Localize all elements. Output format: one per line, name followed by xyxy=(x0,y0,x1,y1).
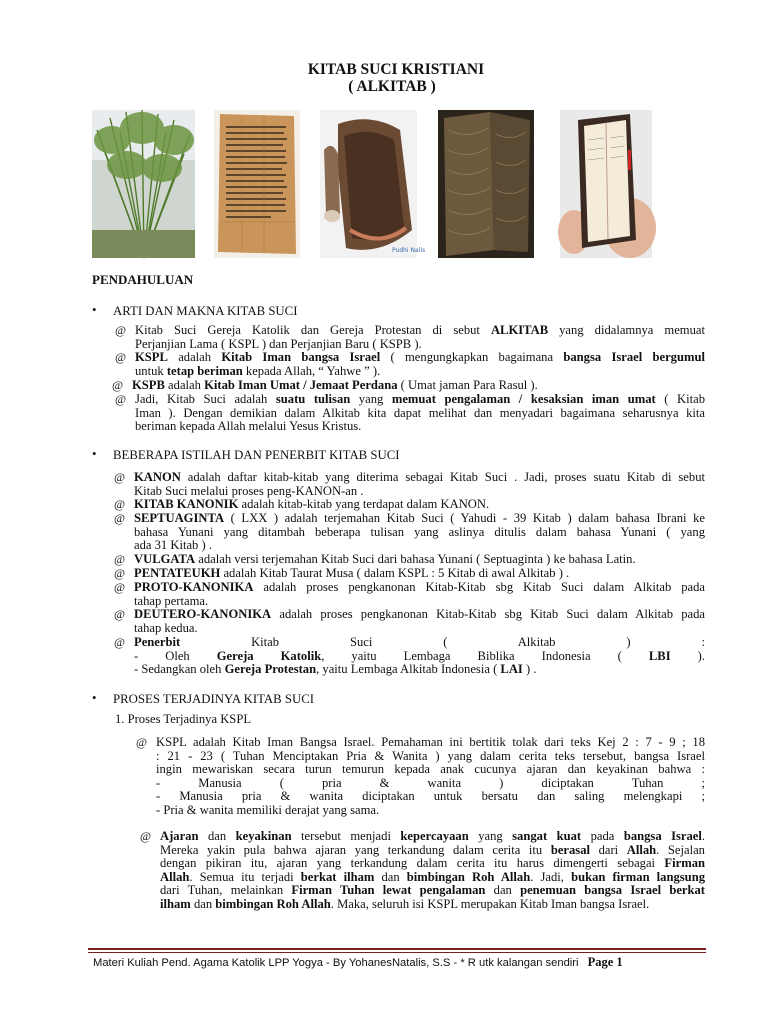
text-line xyxy=(156,750,705,764)
bold-run: sangat kuat xyxy=(512,829,582,843)
text-line xyxy=(156,790,705,804)
text-run: ( LXX ) adalah terjemahan Kitab Suci ( Yahudi - 39 Kitab ) dalam bahasa Ibrani ke xyxy=(224,511,705,525)
text-line xyxy=(134,553,705,567)
istilah-proto-kanonika xyxy=(114,580,705,608)
text-line xyxy=(156,763,705,777)
text-line xyxy=(160,898,705,912)
text-line xyxy=(134,567,705,581)
bold-run: suatu tulisan xyxy=(275,392,351,406)
bold-run: ALKITAB xyxy=(490,323,549,337)
bold-run: kepercayaan xyxy=(400,829,469,843)
text-line xyxy=(156,804,705,818)
bold-run: Gereja Protestan xyxy=(224,662,317,677)
text-run: adalah kitab-kitab yang terdapat dalam KANON. xyxy=(238,497,490,511)
at-marker-icon: @ xyxy=(136,735,148,749)
text-line xyxy=(135,365,705,379)
document-subtitle: ( ALKITAB ) xyxy=(348,78,436,95)
text-line xyxy=(132,379,705,393)
text-line xyxy=(135,420,705,434)
text-run: beriman kepada Allah melalui Yesus Kristus. xyxy=(135,419,362,434)
arti-paragraph-4 xyxy=(115,392,706,434)
at-marker-icon: @ xyxy=(140,829,152,843)
text-line xyxy=(135,393,705,407)
bold-run: KITAB KANONIK xyxy=(134,497,239,511)
text-line xyxy=(134,539,705,553)
text-line xyxy=(160,871,705,885)
document-title: KITAB SUCI KRISTIANI xyxy=(307,61,485,78)
istilah-penerbit xyxy=(114,635,705,677)
text-run: adalah proses pengkanonan Kitab-Kitab sbg Kitab Suci dalam Alkitab pada xyxy=(271,607,705,621)
text-run: dan xyxy=(485,883,521,898)
footer-rule-thin xyxy=(88,952,706,953)
section-heading-pendahuluan: PENDAHULUAN xyxy=(92,272,194,287)
text-run: ( Kitab xyxy=(655,392,706,406)
text-run: , yaitu Lembaga Biblika Indonesia ( xyxy=(321,648,649,663)
text-line xyxy=(156,777,705,791)
bible-in-hands-photo xyxy=(560,110,652,258)
text-run: - Sedangkan oleh xyxy=(134,662,225,677)
text-run: yang didalamnya memuat xyxy=(548,323,705,337)
bold-run: penemuan bangsa Israel berkat xyxy=(520,883,706,898)
bold-run: bukan firman langsung xyxy=(571,869,705,884)
text-run: , yaitu Lembaga Alkitab Indonesia ( xyxy=(316,662,501,677)
text-line xyxy=(135,324,705,338)
text-run: Iman ). Dengan demikian dalam Alkitab kita dapat melihat dan menyadari bagaimana seharusnya kita xyxy=(135,405,705,420)
at-marker-icon: @ xyxy=(114,552,126,566)
text-line xyxy=(135,407,705,421)
bold-run: ilham xyxy=(160,896,191,911)
at-marker-icon: @ xyxy=(114,497,126,511)
text-run: - Oleh xyxy=(134,648,217,663)
istilah-kanon xyxy=(114,470,705,498)
text-run: - Pria & wanita memiliki derajat yang sama. xyxy=(156,802,380,817)
text-line xyxy=(160,857,705,871)
text-line xyxy=(134,663,705,677)
text-run: Kitab Suci Gereja Katolik dan Gereja Protestan di sebut xyxy=(135,323,491,337)
text-run: adalah xyxy=(167,350,222,364)
bold-run: PENTATEUKH xyxy=(134,566,221,580)
bold-run: Penerbit xyxy=(134,635,181,649)
text-run: adalah versi terjemahan Kitab Suci dari bahasa Yunani ( Septuaginta ) ke bahasa Latin. xyxy=(195,552,636,566)
kspl-paragraph-1 xyxy=(136,735,705,818)
bold-run: Allah xyxy=(626,842,657,857)
bold-run: Kitab Iman bangsa Israel xyxy=(221,350,381,364)
text-run: ). xyxy=(670,648,705,663)
bullet-dot-icon: • xyxy=(92,691,97,705)
text-run: adalah proses pengkanonan Kitab-Kitab sbg Kitab Suci dalam Alkitab pada xyxy=(253,580,705,594)
text-run: untuk xyxy=(135,363,167,378)
at-marker-icon: @ xyxy=(114,607,126,621)
footer-text: Materi Kuliah Pend. Agama Katolik LPP Yogya - By YohanesNatalis, S.S - * R utk kalangan sendiri xyxy=(93,957,579,969)
text-run: bahasa Yunani yang ditambah beberapa tulisan yang aslinya ditulis dalam bahasa Yunani ( yang xyxy=(134,524,705,539)
text-run: . Semua itu terjadi xyxy=(189,869,301,884)
text-line xyxy=(134,650,705,664)
text-run: tersebut menjadi xyxy=(291,829,401,843)
text-run: - Manusia pria & wanita diciptakan untuk bersatu dan saling melengkapi ; xyxy=(156,789,705,804)
text-run: - Manusia ( pria & wanita ) diciptakan Tuhan ; xyxy=(156,775,705,790)
text-line xyxy=(134,581,705,595)
bold-run: berasal xyxy=(550,842,590,857)
kspl-paragraph-2 xyxy=(140,829,706,912)
istilah-septuaginta xyxy=(114,511,705,553)
istilah-pentateukh xyxy=(114,566,705,581)
text-run: tahap pertama. xyxy=(134,593,209,608)
bold-run: tetap beriman xyxy=(166,363,243,378)
bold-run: Ajaran xyxy=(160,829,199,843)
bold-run: memuat pengalaman / kesaksian iman umat xyxy=(391,392,656,406)
text-line xyxy=(134,512,705,526)
at-marker-icon: @ xyxy=(114,566,126,580)
text-line xyxy=(160,884,705,898)
bold-run: LAI xyxy=(500,662,523,677)
bold-run: Gereja Katolik xyxy=(216,648,322,663)
text-run: ( mengungkapkan bagaimana xyxy=(380,350,564,364)
text-run: dari Tuhan, melainkan xyxy=(160,883,292,898)
bold-run: KSPB xyxy=(132,378,165,392)
bold-run: bangsa Israel bergumul xyxy=(563,350,705,364)
bold-run: berkat ilham xyxy=(300,869,375,884)
text-run: . Sejalan xyxy=(656,842,705,857)
text-run: ( Umat jaman Para Rasul ). xyxy=(397,378,538,392)
text-run: adalah xyxy=(164,378,205,392)
footer-rule xyxy=(88,948,706,950)
text-run: dan xyxy=(198,829,236,843)
text-run: . Jadi, xyxy=(530,869,572,884)
arti-paragraph-3 xyxy=(112,378,705,393)
papyrus-plant-photo xyxy=(92,110,195,258)
at-marker-icon: @ xyxy=(115,323,127,337)
text-line xyxy=(134,526,705,540)
istilah-kitab-kanonik xyxy=(114,497,705,512)
bullet-dot-icon: • xyxy=(92,303,97,317)
text-run: ingin mewariskan secara turun temurun kepada anak cucunya ajaran dan keyakinan bahwa : xyxy=(156,762,705,777)
bold-run: Firman Tuhan lewat pengalaman xyxy=(291,883,486,898)
text-line xyxy=(134,636,705,650)
bold-run: KSPL xyxy=(135,350,168,364)
bold-run: keyakinan xyxy=(235,829,292,843)
text-run: pada xyxy=(581,829,624,843)
text-line xyxy=(134,608,705,622)
text-run: tahap kedua. xyxy=(134,620,198,635)
text-run: dan xyxy=(374,869,407,884)
istilah-deutero-kanonika xyxy=(114,607,705,635)
arti-paragraph-2 xyxy=(115,350,705,378)
text-run: Mereka yakin pula bahwa ajaran yang terkandung dalam cerita itu xyxy=(160,842,551,857)
text-run: yang xyxy=(350,392,392,406)
text-line xyxy=(134,498,705,512)
text-run: kepada Allah, “ Yahwe ” ). xyxy=(242,363,381,378)
bold-run: Kitab Iman Umat / Jemaat Perdana xyxy=(204,378,398,392)
text-run: ada 31 Kitab ) . xyxy=(134,538,212,553)
at-marker-icon: @ xyxy=(114,635,126,649)
bullet-dot-icon: • xyxy=(92,447,97,461)
istilah-vulgata xyxy=(114,552,705,567)
bold-run: VULGATA xyxy=(134,552,196,566)
text-run: Perjanjian Lama ( KSPL ) dan Perjanjian Baru ( KSPB ). xyxy=(135,336,422,351)
photo-watermark: Pudhi Nalis xyxy=(392,247,426,254)
ancient-scroll-book-photo xyxy=(320,110,426,258)
bold-run: SEPTUAGINTA xyxy=(134,511,225,525)
text-run: : 21 - 23 ( Tuhan Menciptakan Pria & Wanita ) yang dalam cerita teks tersebut, bangsa Israel xyxy=(156,748,705,763)
at-marker-icon: @ xyxy=(114,511,126,525)
text-run: Kitab Suci ( Alkitab ) : xyxy=(180,635,705,649)
text-run: adalah Kitab Taurat Musa ( dalam KSPL : 5 Kitab di awal Alkitab ) . xyxy=(220,566,570,580)
text-run: dengan pikiran itu, ajaran yang terkandung dalam cerita itu harus dimengerti sebagai xyxy=(160,856,665,871)
text-run: dan xyxy=(190,896,216,911)
text-line xyxy=(134,622,705,636)
text-line xyxy=(156,736,705,750)
subsection-title-kspl: 1. Proses Terjadinya KSPL xyxy=(115,712,252,726)
text-run: . xyxy=(701,829,706,843)
text-line xyxy=(160,830,705,844)
arti-paragraph-1 xyxy=(115,323,705,351)
at-marker-icon: @ xyxy=(114,580,126,594)
text-line xyxy=(135,351,705,365)
bold-run: LBI xyxy=(648,648,671,663)
ancient-codex-photo xyxy=(438,110,534,258)
page-number: Page 1 xyxy=(587,955,623,969)
text-run: Jadi, Kitab Suci adalah xyxy=(135,392,276,406)
papyrus-manuscript-photo xyxy=(214,110,300,258)
text-run: dari xyxy=(590,842,627,857)
text-run: Kitab Suci melalui proses peng-KANON-an . xyxy=(134,483,364,498)
text-run: ) . xyxy=(522,662,537,677)
text-line xyxy=(134,471,705,485)
page-footer xyxy=(93,956,623,971)
bold-run: bimbingan Roh Allah xyxy=(406,869,531,884)
text-run: yang xyxy=(468,829,513,843)
bold-run: Allah xyxy=(160,869,190,884)
bold-run: Firman xyxy=(664,856,705,871)
bold-run: bangsa Israel xyxy=(623,829,702,843)
text-run: KSPL adalah Kitab Iman Bangsa Israel. Pemahaman ini bertitik tolak dari teks Kej 2 : 7 - 9 ; 18 xyxy=(156,735,705,749)
bold-run: PROTO-KANONIKA xyxy=(134,580,254,594)
bold-run: KANON xyxy=(134,470,181,484)
at-marker-icon: @ xyxy=(115,350,127,364)
text-line xyxy=(160,844,705,858)
at-marker-icon: @ xyxy=(115,392,127,406)
at-marker-icon: @ xyxy=(112,378,124,392)
text-run: adalah daftar kitab-kitab yang diterima sebagai Kitab Suci . Jadi, proses suatu Kitab di sebut xyxy=(180,470,705,484)
text-run: . Maka, seluruh isi KSPL merupakan Kitab Iman bangsa Israel. xyxy=(330,896,650,911)
at-marker-icon: @ xyxy=(114,470,126,484)
bold-run: DEUTERO-KANONIKA xyxy=(134,607,272,621)
bold-run: bimbingan Roh Allah xyxy=(215,896,331,911)
